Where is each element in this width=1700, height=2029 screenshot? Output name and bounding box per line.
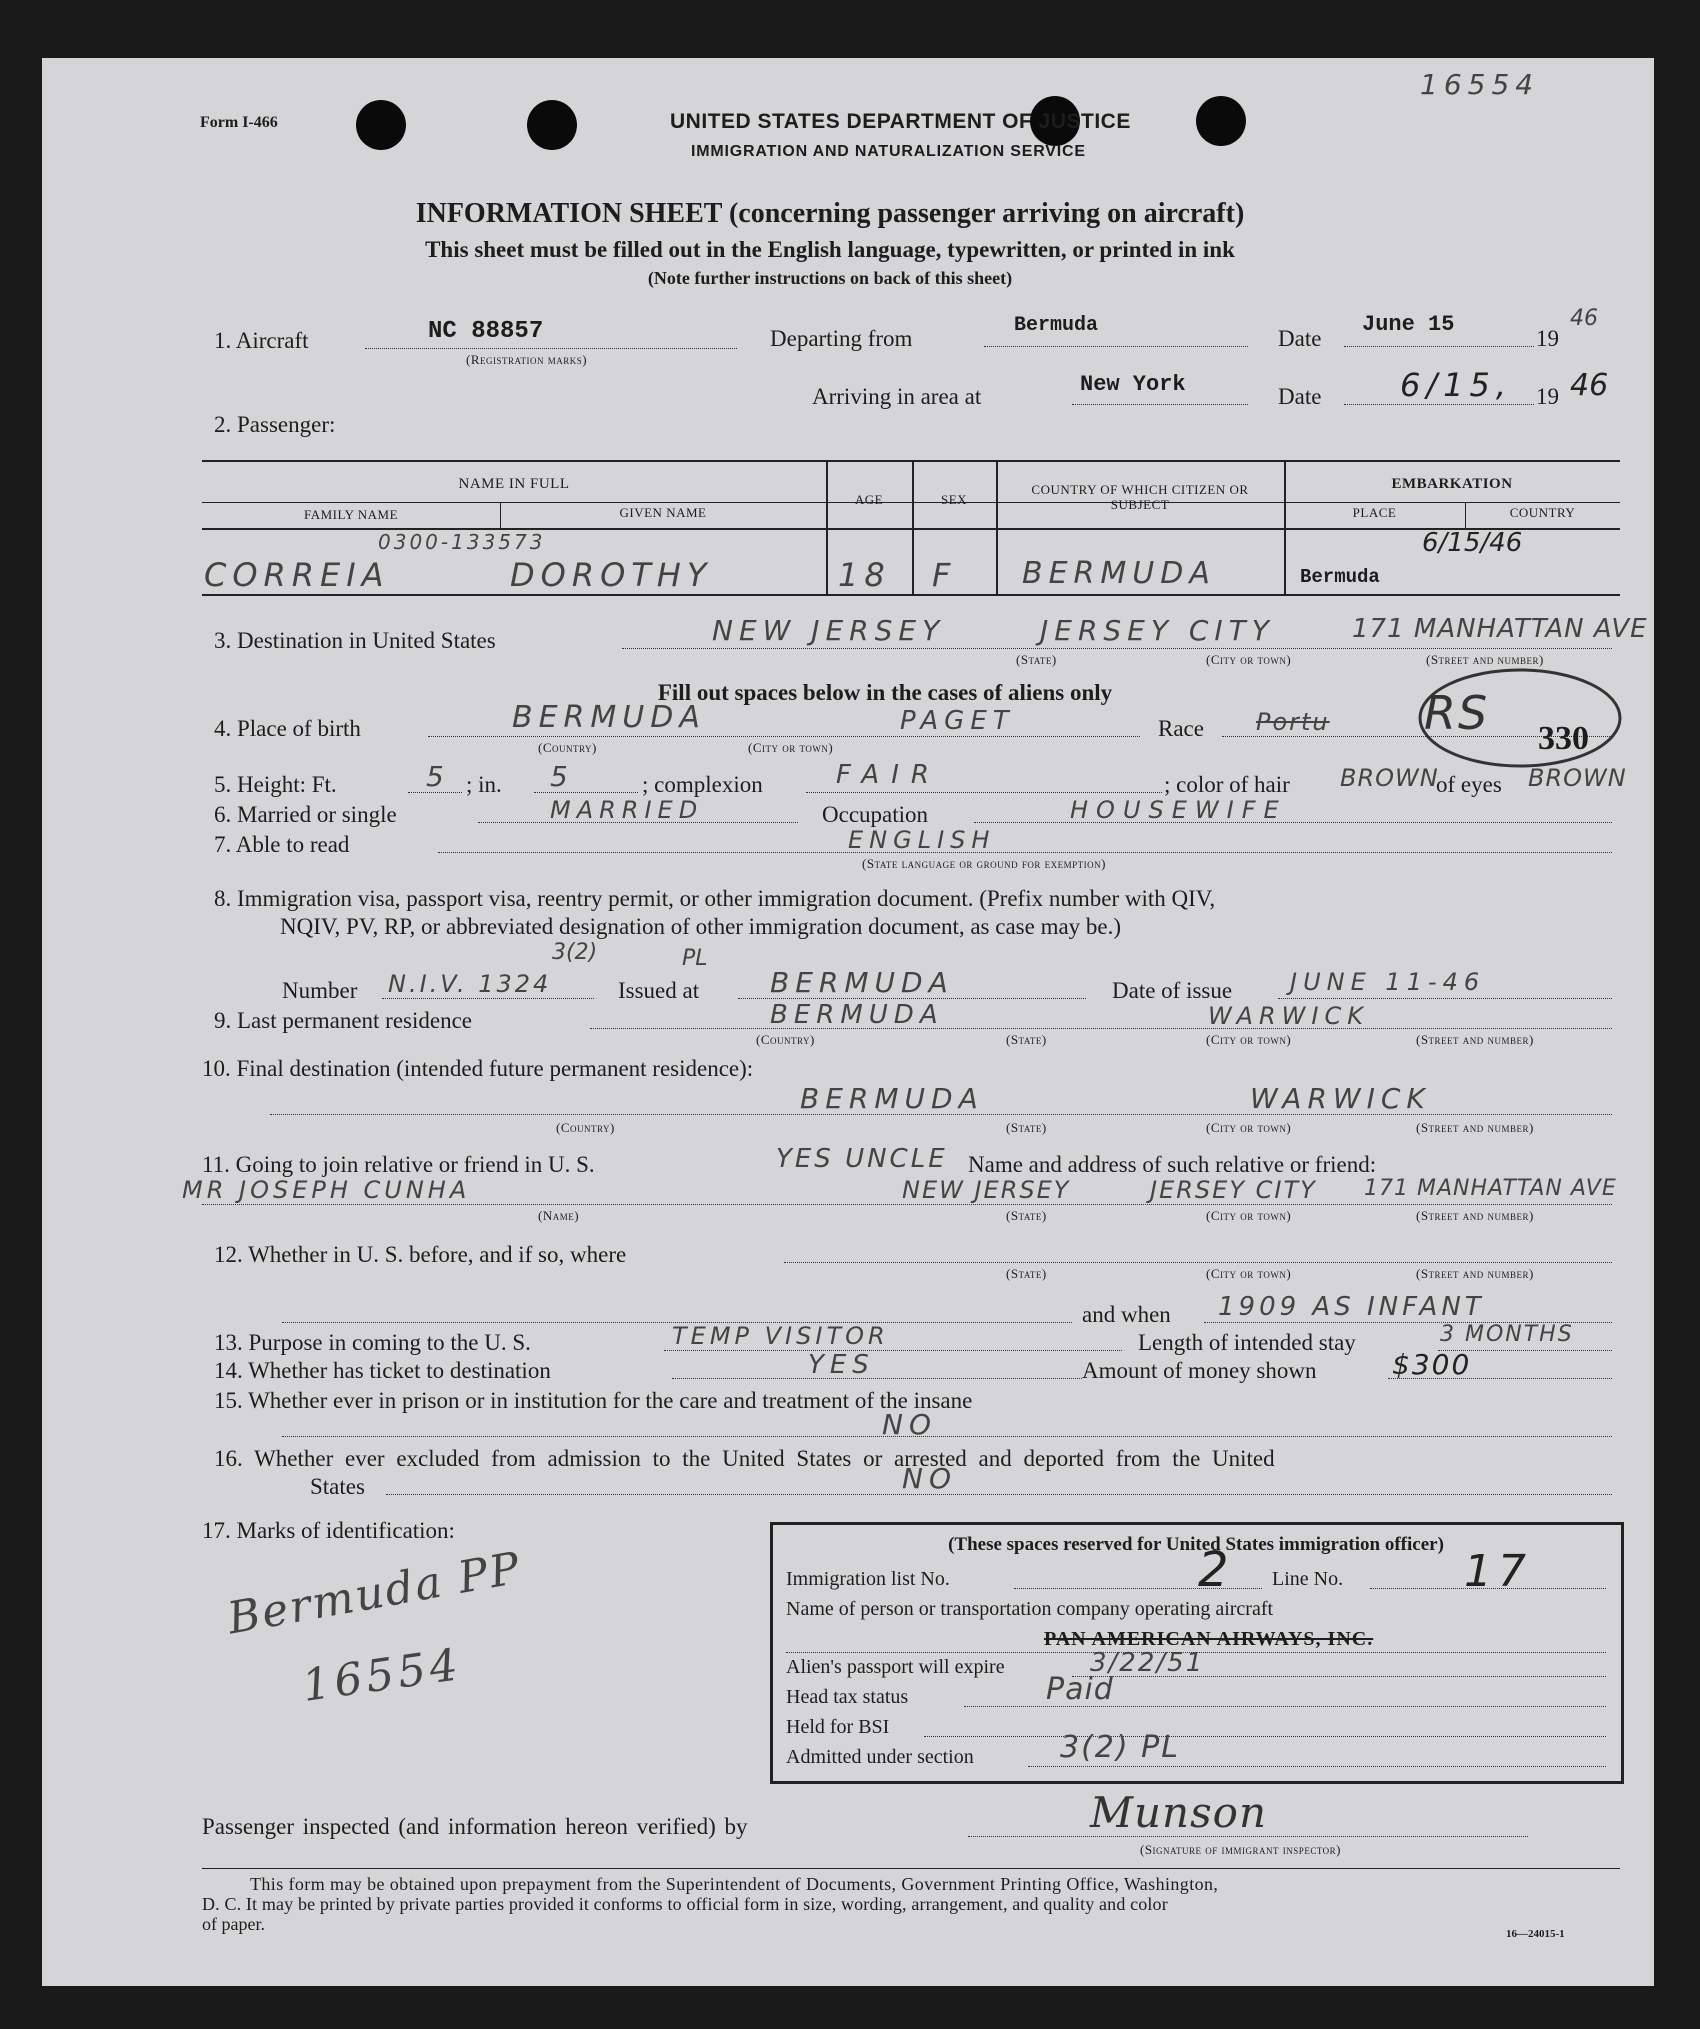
table-bottom-rule: [202, 594, 1620, 596]
inspection-caption: (Signature of immigrant inspector): [1140, 1842, 1341, 1857]
list-no-label: Immigration list No.: [786, 1568, 950, 1590]
height-feet: 5: [426, 760, 450, 793]
last-residence-cap-city: (City or town): [1206, 1032, 1292, 1047]
departure-date-line: [1344, 346, 1534, 347]
relative-name: MR JOSEPH CUNHA: [182, 1176, 471, 1204]
final-destination-cap-city: (City or town): [1206, 1120, 1292, 1135]
race-struck: Portu: [1256, 708, 1330, 736]
previous-us-cap-street: (Street and number): [1416, 1266, 1534, 1281]
height-label: 5. Height: Ft.: [214, 772, 337, 797]
race-circle-mark: [1410, 660, 1630, 780]
doc-number-value: N.I.V. 1324: [388, 970, 552, 998]
list-no-value: 2: [1198, 1542, 1235, 1598]
hdr-embark-country: COUNTRY: [1509, 505, 1576, 520]
relative-cap-city: (City or town): [1206, 1208, 1292, 1223]
purpose-value: TEMP VISITOR: [672, 1322, 889, 1350]
relative-cap-name: (Name): [538, 1208, 580, 1223]
punch-hole: [1196, 96, 1246, 146]
passenger-label: 2. Passenger:: [214, 412, 336, 437]
excluded-label-1: 16. Whether ever excluded from admission to the United States or arrested and deported from the United: [214, 1446, 1275, 1471]
file-number: 0300-133573: [378, 530, 546, 554]
headtax-value: Paid: [1046, 1672, 1114, 1707]
bsi-label: Held for BSI: [786, 1716, 890, 1738]
relative-cap-state: (State): [1006, 1208, 1047, 1223]
last-residence-city: WARWICK: [1208, 1002, 1369, 1030]
birth-country: BERMUDA: [512, 700, 706, 735]
age-value: 18: [838, 556, 891, 594]
purpose-label: 13. Purpose in coming to the U. S.: [214, 1330, 531, 1355]
departure-date-label: Date: [1278, 326, 1322, 351]
citizen-value: BERMUDA: [1022, 556, 1216, 591]
departure-year-prefix: 19: [1536, 326, 1559, 351]
final-destination-cap-state: (State): [1006, 1120, 1047, 1135]
hair-label: ; color of hair: [1164, 772, 1290, 797]
inspector-signature: Munson: [1090, 1788, 1267, 1837]
file-number-handwritten: 16554: [1420, 68, 1540, 101]
department-heading: UNITED STATES DEPARTMENT OF JUSTICE: [670, 110, 1131, 133]
last-residence-cap-street: (Street and number): [1416, 1032, 1534, 1047]
hdr-sex: SEX: [940, 492, 968, 507]
doc-number-line: [382, 998, 594, 999]
birthplace-line: [428, 736, 1140, 737]
arrival-year-value: 46: [1570, 368, 1609, 403]
height-inches: 5: [550, 760, 574, 793]
expire-value: 3/22/51: [1090, 1648, 1205, 1678]
arriving-value: New York: [1080, 372, 1186, 397]
eyes-label: of eyes: [1436, 772, 1502, 797]
eyes-value: BROWN: [1528, 764, 1627, 792]
section-label: Admitted under section: [786, 1746, 974, 1768]
birth-cap-city: (City or town): [748, 740, 834, 755]
money-value: $300: [1392, 1348, 1472, 1381]
join-relative-label: 11. Going to join relative or friend in U. S.: [202, 1152, 595, 1177]
when-value: 1909 AS INFANT: [1218, 1292, 1485, 1322]
document-text-1: 8. Immigration visa, passport visa, reentry permit, or other immigration document. (Prefix number with QIV,: [214, 886, 1216, 911]
previous-us-line: [784, 1262, 1612, 1263]
previous-us-cap-state: (State): [1006, 1266, 1047, 1281]
relative-cap-street: (Street and number): [1416, 1208, 1534, 1223]
destination-line: [622, 648, 1612, 649]
issued-at-note: PL: [682, 946, 708, 971]
final-destination-label: 10. Final destination (intended future permanent residence):: [202, 1056, 754, 1081]
last-residence-label: 9. Last permanent residence: [214, 1008, 472, 1033]
section-value: 3(2) PL: [1060, 1730, 1180, 1765]
issue-date-value: JUNE 11-46: [1290, 968, 1486, 996]
ticket-line: [672, 1378, 1082, 1379]
footer-rule: [202, 1868, 1620, 1869]
identification-note-1: Bermuda PP: [223, 1542, 526, 1645]
hdr-family-name: FAMILY NAME: [303, 507, 399, 522]
destination-cap-state: (State): [1016, 652, 1057, 667]
birthplace-label: 4. Place of birth: [214, 716, 361, 741]
form-number: Form I-466: [200, 114, 278, 131]
destination-label: 3. Destination in United States: [214, 628, 496, 653]
departing-line: [984, 346, 1248, 347]
hdr-name-in-full: NAME IN FULL: [458, 476, 570, 492]
relative-street: 171 MANHATTAN AVE: [1364, 1176, 1617, 1201]
prison-value: NO: [882, 1408, 937, 1441]
inches-label: ; in.: [466, 772, 502, 797]
form-title: INFORMATION SHEET (concerning passenger arriving on aircraft): [415, 198, 1245, 229]
race-code: 330: [1538, 720, 1589, 757]
officer-box-heading: (These spaces reserved for United States immigration officer): [948, 1534, 1444, 1555]
operator-label: Name of person or transportation company operating aircraft: [786, 1598, 1274, 1620]
complexion-value: FAIR: [836, 760, 941, 790]
hdr-given-name: GIVEN NAME: [619, 505, 707, 520]
stay-value: 3 MONTHS: [1440, 1322, 1574, 1347]
aliens-only-heading: Fill out spaces below in the cases of aliens only: [657, 680, 1113, 705]
purpose-line: [664, 1350, 1122, 1351]
read-label: 7. Able to read: [214, 832, 350, 857]
family-name-value: CORREIA: [204, 556, 390, 594]
excluded-label-2: States: [310, 1474, 365, 1499]
prison-label: 15. Whether ever in prison or in institution for the care and treatment of the insane: [214, 1388, 973, 1413]
when-label: and when: [1082, 1302, 1171, 1327]
race-mark: RS: [1424, 686, 1490, 740]
line-no-value: 17: [1464, 1546, 1532, 1597]
operator-value: PAN AMERICAN AIRWAYS, INC.: [1044, 1628, 1374, 1650]
previous-us-cap-city: (City or town): [1206, 1266, 1292, 1281]
relative-state: NEW JERSEY: [902, 1176, 1071, 1204]
hdr-embarkation: EMBARKATION: [1391, 476, 1513, 492]
aircraft-caption: (Registration marks): [466, 352, 588, 367]
destination-state: NEW JERSEY: [712, 614, 946, 647]
table-col-divider: [912, 460, 914, 594]
stay-label: Length of intended stay: [1138, 1330, 1356, 1355]
identification-note-2: 16554: [299, 1639, 465, 1712]
join-relative-answer: YES UNCLE: [776, 1144, 948, 1174]
issue-date-label: Date of issue: [1112, 978, 1233, 1003]
embark-date-value: 6/15/46: [1422, 528, 1523, 558]
departing-label: Departing from: [770, 326, 913, 351]
given-name-value: DOROTHY: [510, 556, 713, 594]
inspection-label: Passenger inspected (and information hereon verified) by: [202, 1814, 748, 1839]
complexion-line: [806, 792, 1162, 793]
ticket-label: 14. Whether has ticket to destination: [214, 1358, 551, 1383]
bsi-line: [924, 1736, 1606, 1737]
footer-text-2: D. C. It may be printed by private parties provided it conforms to official form in size, wording, arrangement, and quality and color: [202, 1894, 1168, 1914]
footer-code: 16—24015-1: [1506, 1928, 1565, 1940]
last-residence-country: BERMUDA: [770, 1000, 944, 1030]
last-residence-cap-country: (Country): [756, 1032, 815, 1047]
service-heading: IMMIGRATION AND NATURALIZATION SERVICE: [691, 143, 1086, 160]
identification-label: 17. Marks of identification:: [202, 1518, 455, 1543]
excluded-line: [386, 1494, 1612, 1495]
table-col-divider: [826, 460, 828, 594]
issue-date-line: [1278, 998, 1612, 999]
issued-at-value: BERMUDA: [770, 966, 954, 999]
excluded-value: NO: [902, 1462, 957, 1495]
birth-city: PAGET: [900, 706, 1015, 736]
relative-line: [202, 1204, 1612, 1205]
read-value: ENGLISH: [848, 826, 996, 854]
form-note: (Note further instructions on back of this sheet): [647, 268, 1013, 288]
destination-cap-city: (City or town): [1206, 652, 1292, 667]
hair-value: BROWN: [1340, 764, 1439, 792]
complexion-label: ; complexion: [642, 772, 763, 797]
aircraft-line: [365, 348, 737, 349]
punch-hole: [527, 100, 577, 150]
destination-cap-street: (Street and number): [1426, 652, 1544, 667]
occupation-label: Occupation: [822, 802, 929, 827]
table-top-rule: [202, 460, 1620, 462]
aircraft-label: 1. Aircraft: [214, 328, 309, 353]
last-residence-cap-state: (State): [1006, 1032, 1047, 1047]
hdr-country-citizen: COUNTRY OF WHICH CITIZEN OR SUBJECT: [1031, 482, 1249, 512]
relative-name-address-label: Name and address of such relative or friend:: [968, 1152, 1377, 1177]
marital-value: MARRIED: [550, 796, 704, 824]
relative-city: JERSEY CITY: [1150, 1176, 1317, 1204]
hdr-embark-place: PLACE: [1352, 505, 1397, 520]
doc-number-note: 3(2): [552, 940, 598, 965]
arrival-date-label: Date: [1278, 384, 1322, 409]
read-caption: (State language or ground for exemption): [862, 856, 1106, 871]
line-no-label: Line No.: [1272, 1568, 1344, 1590]
last-residence-line: [590, 1028, 1612, 1029]
doc-number-label: Number: [282, 978, 358, 1003]
aircraft-value: NC 88857: [428, 318, 544, 345]
destination-street: 171 MANHATTAN AVE: [1352, 614, 1648, 644]
marital-label: 6. Married or single: [214, 802, 397, 827]
footer-text-1: This form may be obtained upon prepayment from the Superintendent of Documents, Government Printing Office, Washington,: [250, 1874, 1219, 1894]
money-label: Amount of money shown: [1082, 1358, 1317, 1383]
final-destination-city: WARWICK: [1250, 1082, 1431, 1115]
read-line: [438, 852, 1612, 853]
embark-place-value: Bermuda: [1300, 566, 1380, 588]
expire-label: Alien's passport will expire: [786, 1656, 1005, 1678]
ticket-value: YES: [808, 1350, 875, 1380]
final-destination-cap-street: (Street and number): [1416, 1120, 1534, 1135]
departing-value: Bermuda: [1014, 314, 1099, 337]
footer-text-3: of paper.: [202, 1914, 265, 1934]
form-subtitle: This sheet must be filled out in the English language, typewritten, or printed in ink: [425, 237, 1235, 262]
punch-hole: [356, 100, 406, 150]
arrival-date-line: [1344, 404, 1534, 405]
hdr-age: AGE: [854, 492, 884, 507]
departure-year-value: 46: [1570, 306, 1598, 331]
document-text-2: NQIV, PV, RP, or abbreviated designation of other immigration document, as case may be.): [280, 914, 1122, 939]
birth-cap-country: (Country): [538, 740, 597, 755]
issued-at-label: Issued at: [618, 978, 700, 1003]
final-destination-cap-country: (Country): [556, 1120, 615, 1135]
prison-line: [282, 1436, 1612, 1437]
arriving-line: [1072, 404, 1248, 405]
arrival-date-value: 6/15,: [1400, 366, 1513, 404]
final-destination-country: BERMUDA: [800, 1082, 984, 1115]
table-col-divider: [996, 460, 998, 594]
occupation-value: HOUSEWIFE: [1070, 796, 1287, 824]
destination-city: JERSEY CITY: [1040, 614, 1275, 647]
departure-date-value: June 15: [1362, 312, 1455, 337]
arriving-label: Arriving in area at: [812, 384, 982, 409]
race-label: Race: [1158, 716, 1204, 741]
section-line: [1028, 1766, 1606, 1767]
arrival-year-prefix: 19: [1536, 384, 1559, 409]
headtax-label: Head tax status: [786, 1686, 909, 1708]
sex-value: F: [932, 556, 957, 594]
previous-us-label: 12. Whether in U. S. before, and if so, where: [214, 1242, 627, 1267]
